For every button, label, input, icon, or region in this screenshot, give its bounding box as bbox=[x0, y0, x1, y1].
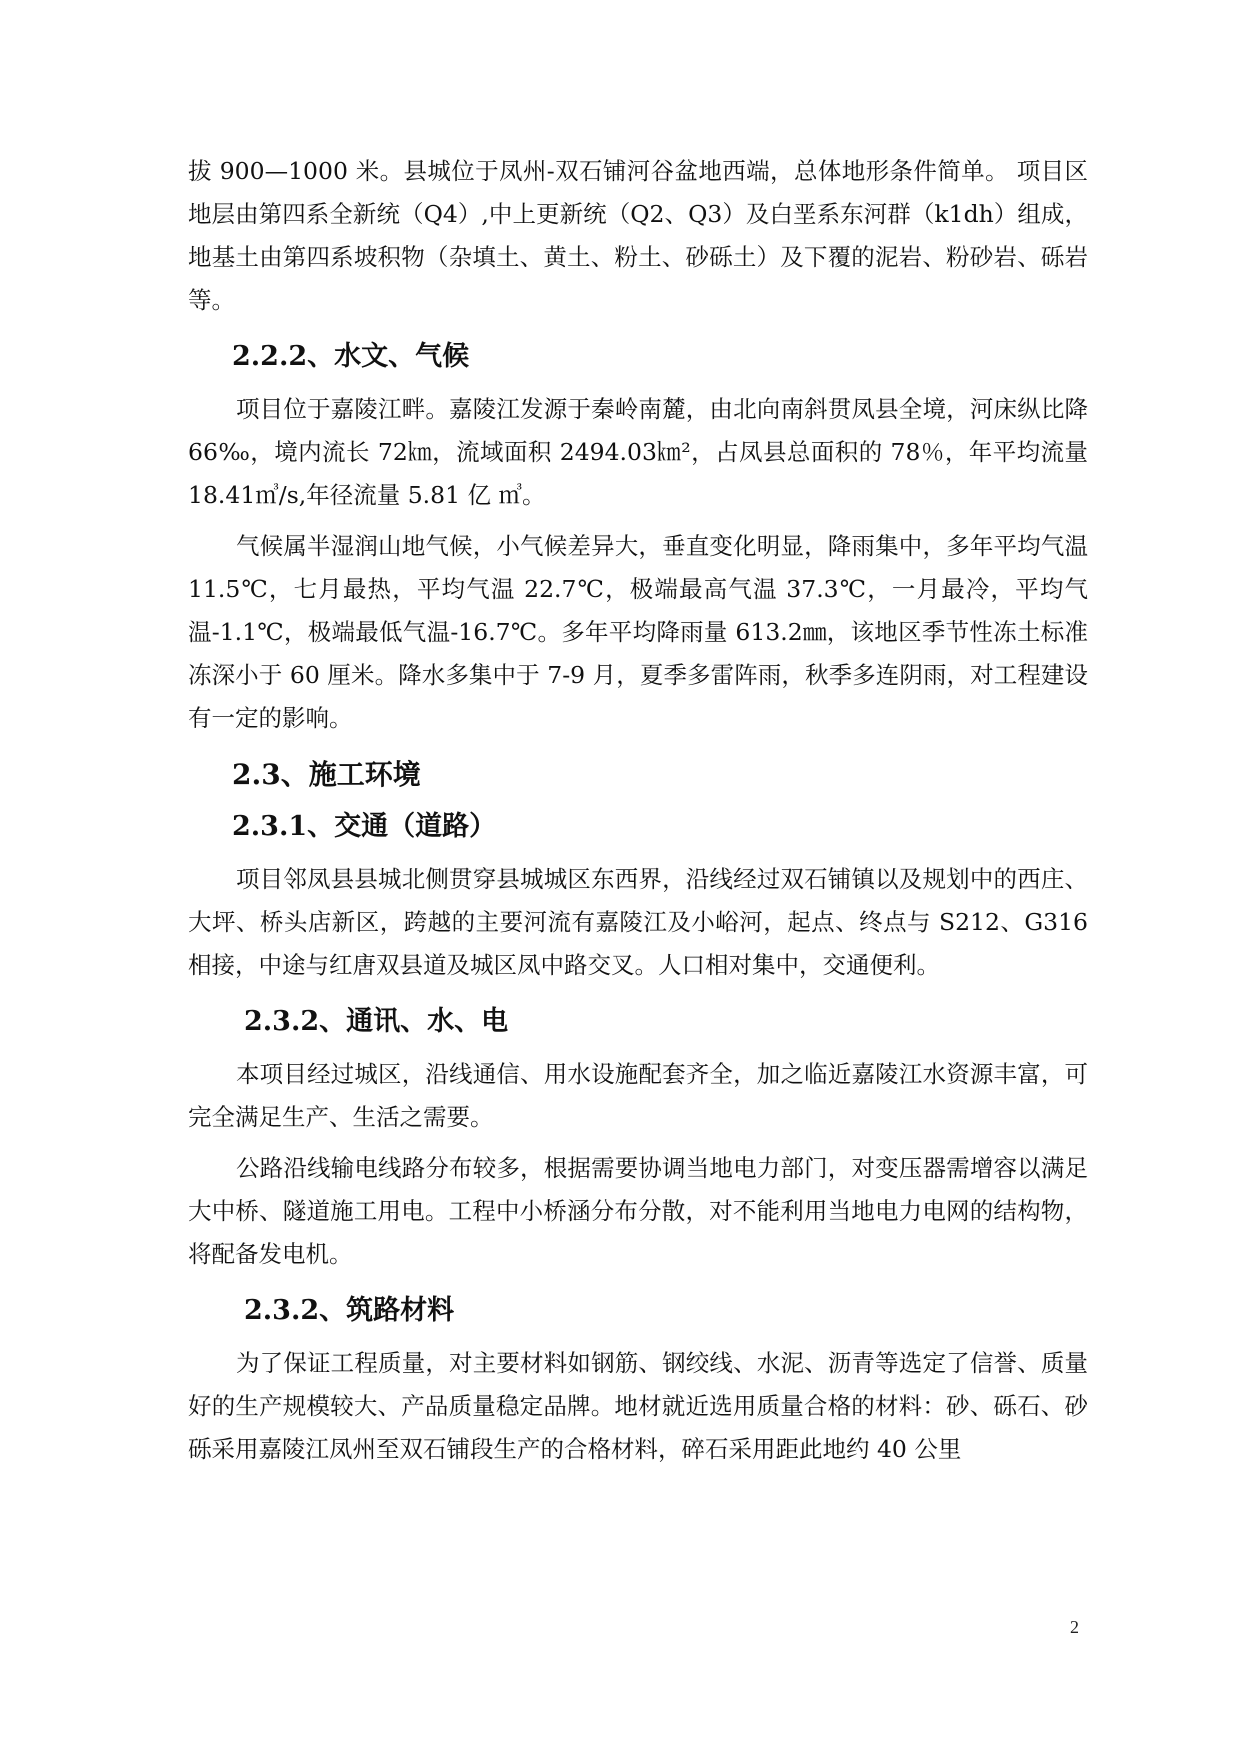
heading-2-3-2-materials: 2.3.2、筑路材料 bbox=[244, 1295, 455, 1326]
paragraph-materials: 为了保证工程质量，对主要材料如钢筋、钢绞线、水泥、沥青等选定了信誉、质量好的生产规模较大、产品质量稳定品牌。地材就近选用质量合格的材料：砂、砾石、砂砾采用嘉陵江凤州至双石铺段生产的合格材料，碎石采用距此地约 40 公里 bbox=[188, 1349, 1088, 1463]
page-number: 2 bbox=[1070, 1617, 1079, 1637]
paragraph-terrain: 拔 900—1000 米。县城位于凤州-双石铺河谷盆地西端，总体地形条件简单。 项目区地层由第四系全新统（Q4）,中上更新统（Q2、Q3）及白垩系东河群（k1dh）组成，地基土由第四系坡积物（杂填土、黄土、粉土、砂砾土）及下覆的泥岩、粉砂岩、砾岩等。 bbox=[188, 157, 1088, 314]
paragraph-climate: 气候属半湿润山地气候，小气候差异大，垂直变化明显，降雨集中，多年平均气温 11.5℃，七月最热，平均气温 22.7℃，极端最高气温 37.3℃，一月最冷，平均气温-1.1℃，极端最低气温-16.7℃。多年平均降雨量 613.2㎜，该地区季节性冻土标准冻深小于 60 厘米。降水多集中于 7-9 月，夏季多雷阵雨，秋季多连阴雨，对工程建设有一定的影响。 bbox=[188, 532, 1088, 732]
document-page bbox=[188, 150, 1088, 1471]
paragraph-hydrology: 项目位于嘉陵江畔。嘉陵江发源于秦岭南麓，由北向南斜贯凤县全境，河床纵比降 66‰，境内流长 72㎞，流域面积 2494.03㎞²，占凤县总面积的 78％，年平均流量 18.41㎥/s,年径流量 5.81 亿 ㎥。 bbox=[188, 395, 1088, 509]
heading-2-3-2-comm: 2.3.2、通讯、水、电 bbox=[244, 1006, 509, 1037]
paragraph-power: 公路沿线输电线路分布较多，根据需要协调当地电力部门，对变压器需增容以满足大中桥、隧道施工用电。工程中小桥涵分布分散，对不能利用当地电力电网的结构物，将配备发电机。 bbox=[188, 1154, 1088, 1268]
paragraph-communication: 本项目经过城区，沿线通信、用水设施配套齐全，加之临近嘉陵江水资源丰富，可完全满足生产、生活之需要。 bbox=[188, 1060, 1088, 1131]
heading-2-3-1: 2.3.1、交通（道路） bbox=[232, 811, 497, 842]
heading-2-3: 2.3、施工环境 bbox=[232, 758, 421, 791]
heading-2-2-2: 2.2.2、水文、气候 bbox=[232, 341, 470, 372]
paragraph-traffic: 项目邻凤县县城北侧贯穿县城城区东西界，沿线经过双石铺镇以及规划中的西庄、大坪、桥头店新区，跨越的主要河流有嘉陵江及小峪河，起点、终点与 S212、G316 相接，中途与红唐双县道及城区凤中路交叉。人口相对集中，交通便利。 bbox=[188, 865, 1088, 979]
